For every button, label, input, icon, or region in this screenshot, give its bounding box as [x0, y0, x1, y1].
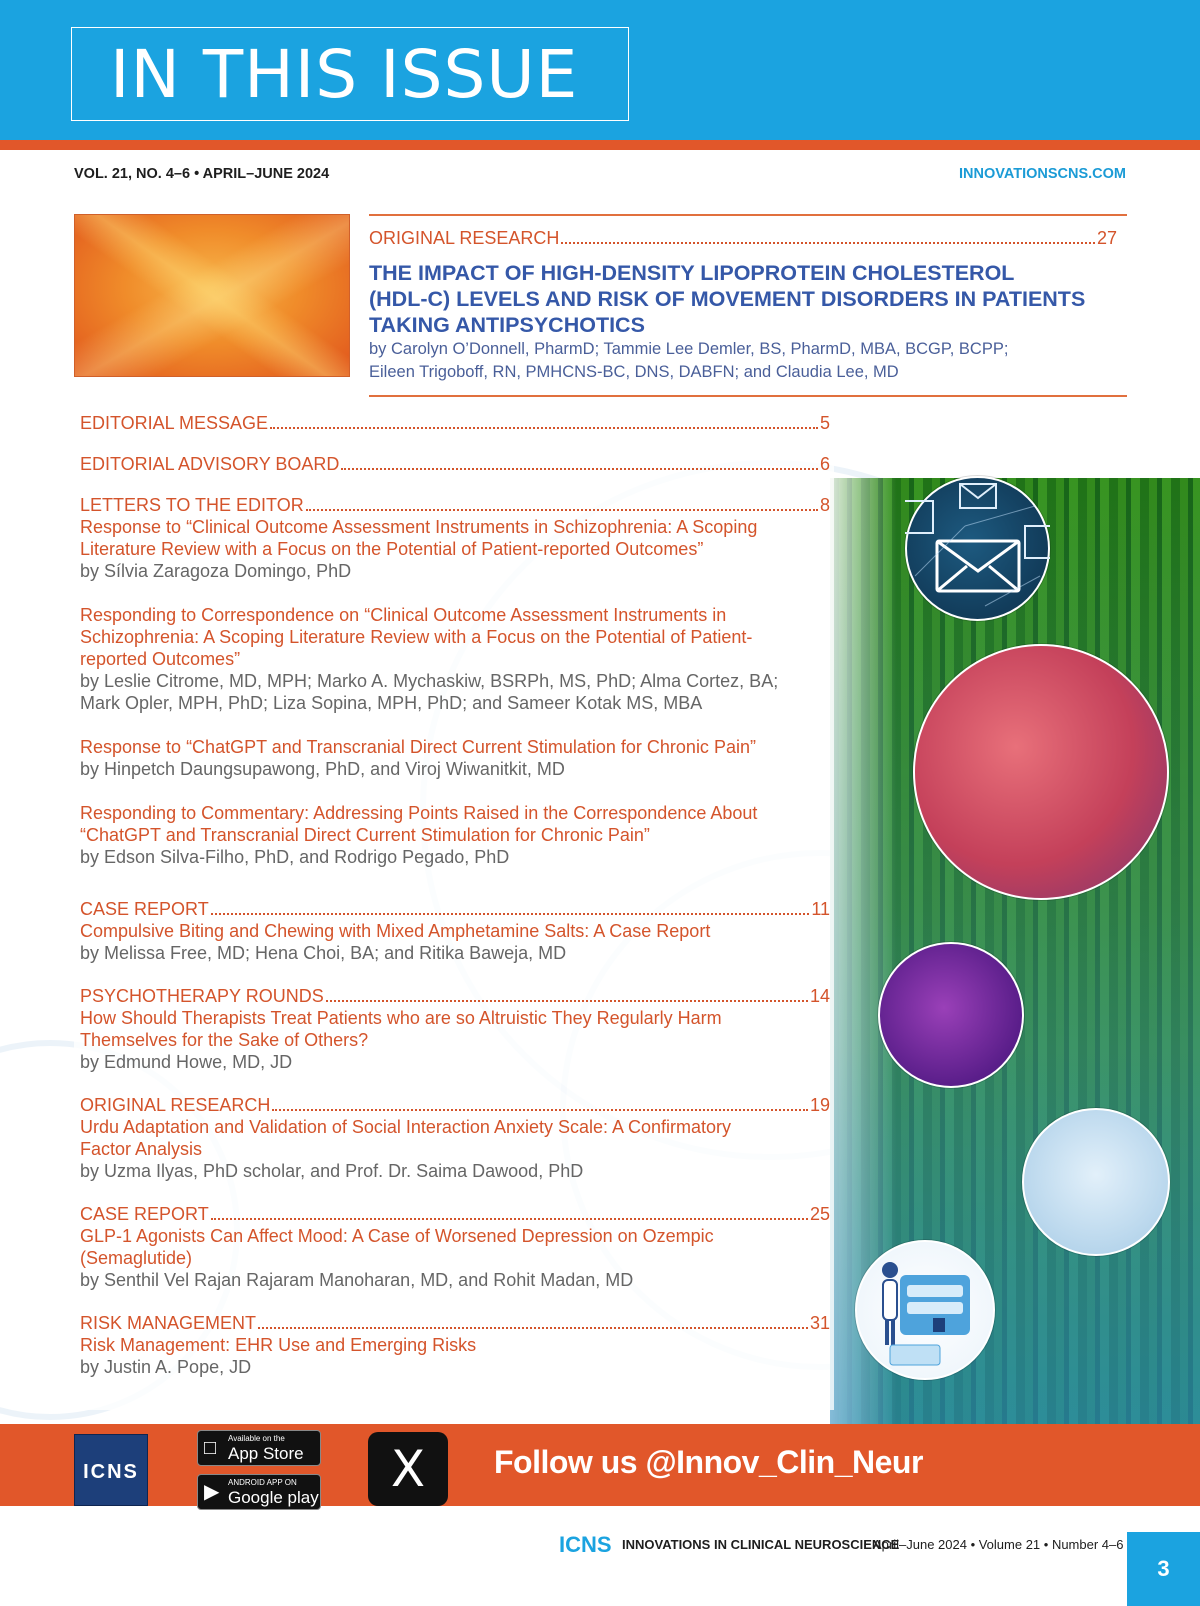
leader-dots [270, 427, 818, 429]
toc-section-label: ORIGINAL RESEARCH [80, 1095, 271, 1115]
icns-logo[interactable]: ICNS [74, 1434, 148, 1506]
article-title-line: How Should Therapists Treat Patients who are so Altruistic They Regularly Harm [80, 1008, 722, 1028]
article-authors: by Sílvia Zaragoza Domingo, PhD [80, 561, 352, 581]
article-title-line: “ChatGPT and Transcranial Direct Current Stimulation for Chronic Pain” [80, 825, 650, 845]
leader-dots [272, 1109, 808, 1111]
toc-entry[interactable] [80, 412, 830, 434]
article-title-line: Factor Analysis [80, 1139, 203, 1159]
article-title-line: Themselves for the Sake of Others? [80, 1030, 369, 1050]
toc-page-number: 8 [819, 495, 830, 515]
article-title[interactable] [80, 802, 830, 846]
featured-title-line: TAKING ANTIPSYCHOTICS [369, 313, 645, 337]
article-title-line: Responding to Commentary: Addressing Points Raised in the Correspondence About [80, 803, 758, 823]
medical-illustration-icon [855, 1240, 995, 1380]
article-title-line: (Semaglutide) [80, 1248, 193, 1268]
featured-image [74, 214, 350, 377]
toc-page-number: 31 [809, 1313, 830, 1333]
featured-author-line: by Carolyn O’Donnell, PharmD; Tammie Lee Demler, BS, PharmD, MBA, BCGP, BCPP; [369, 340, 1009, 358]
journal-name: INNOVATIONS IN CLINICAL NEUROSCIENCE [622, 1537, 900, 1552]
article-authors: by Uzma Ilyas, PhD scholar, and Prof. Dr. Saima Dawood, PhD [80, 1161, 584, 1181]
article-title[interactable]: Compulsive Biting and Chewing with Mixed Amphetamine Salts: A Case Report [80, 921, 711, 941]
article-authors: by Hinpetch Daungsupawong, PhD, and Viroj Wiwanitkit, MD [80, 759, 565, 779]
toc-entry-letters[interactable] [80, 494, 830, 868]
featured-bottom-rule [369, 395, 1127, 397]
toc-section-label: PSYCHOTHERAPY ROUNDS [80, 986, 324, 1006]
article-title-line: Schizophrenia: A Scoping Literature Review with a Focus on the Potential of Patient- [80, 627, 753, 647]
play-icon: ▶ [204, 1481, 220, 1503]
article-title[interactable]: Risk Management: EHR Use and Emerging Risks [80, 1335, 477, 1355]
envelope-icon [905, 476, 1050, 621]
article-author-line: by Leslie Citrome, MD, MPH; Marko A. Mychaskiw, BSRPh, MS, PhD; Alma Cortez, BA; [80, 671, 779, 691]
toc-page-number: 25 [809, 1204, 830, 1224]
article-title-line: Response to “Clinical Outcome Assessment Instruments in Schizophrenia: A Scoping [80, 517, 758, 537]
apple-icon: □ [204, 1437, 217, 1459]
toc-section-label: LETTERS TO THE EDITOR [80, 495, 304, 515]
header-orange-stripe [0, 140, 1200, 150]
article-title-line: Urdu Adaptation and Validation of Social Interaction Anxiety Scale: A Confirmatory [80, 1117, 732, 1137]
article-authors: by Justin A. Pope, JD [80, 1357, 252, 1377]
article-authors: by Melissa Free, MD; Hena Choi, BA; and Ritika Baweja, MD [80, 943, 567, 963]
purple-circle [878, 942, 1024, 1088]
leader-dots [211, 913, 810, 915]
article-title-line: Literature Review with a Focus on the Potential of Patient-reported Outcomes” [80, 539, 704, 559]
featured-title-line: (HDL-C) LEVELS AND RISK OF MOVEMENT DISORDERS IN PATIENTS [369, 287, 1086, 311]
leader-dots [561, 242, 1095, 244]
toc-entry[interactable] [80, 453, 830, 475]
footer-logo: ICNS [559, 1532, 612, 1557]
article-title[interactable] [80, 1007, 830, 1051]
leader-dots [211, 1218, 808, 1220]
toc-section-label: CASE REPORT [80, 1204, 209, 1224]
toc-page-number: 11 [811, 899, 830, 919]
app-store-small-text: Available on the [228, 1434, 285, 1443]
article-authors [80, 670, 830, 714]
featured-section-label: ORIGINAL RESEARCH [369, 228, 560, 248]
toc-page-number: 14 [809, 986, 830, 1006]
featured-title[interactable] [369, 260, 1129, 338]
featured-author-line: Eileen Trigoboff, RN, PMHCNS-BC, DNS, DABFN; and Claudia Lee, MD [369, 363, 899, 381]
article-authors: by Edson Silva-Filho, PhD, and Rodrigo Pegado, PhD [80, 847, 510, 867]
toc-section-label: EDITORIAL ADVISORY BOARD [80, 454, 340, 474]
article-title[interactable] [80, 1225, 830, 1269]
article-title[interactable] [80, 1116, 830, 1160]
toc-section-label: RISK MANAGEMENT [80, 1313, 257, 1333]
article-title-line: Responding to Correspondence on “Clinical Outcome Assessment Instruments in [80, 605, 727, 625]
toc-page-number: 19 [809, 1095, 830, 1115]
toc-page-number: 6 [819, 454, 830, 474]
toc-entry[interactable] [80, 1203, 830, 1291]
featured-top-rule [369, 214, 1127, 216]
nebula-circle [913, 644, 1169, 900]
article-author-line: Mark Opler, MPH, PhD; Liza Sopina, MPH, PhD; and Sameer Kotak MS, MBA [80, 693, 703, 713]
issue-info: VOL. 21, NO. 4–6 • APRIL–JUNE 2024 [74, 166, 330, 182]
app-store-label: App Store [228, 1444, 304, 1463]
article-title[interactable] [80, 516, 830, 560]
article-title-line: reported Outcomes” [80, 649, 241, 669]
x-logo-icon[interactable]: X [368, 1432, 448, 1506]
toc-entry[interactable] [80, 898, 830, 964]
featured-section-row[interactable] [369, 228, 1117, 249]
featured-title-line: THE IMPACT OF HIGH-DENSITY LIPOPROTEIN CHOLESTEROL [369, 261, 1015, 285]
toc-section-label: EDITORIAL MESSAGE [80, 413, 269, 433]
app-store-button[interactable] [197, 1430, 321, 1466]
toc-entry[interactable] [80, 1094, 830, 1182]
featured-authors [369, 338, 1129, 384]
page-number: 3 [1127, 1532, 1200, 1606]
google-play-label: Google play [228, 1488, 319, 1507]
google-play-button[interactable] [197, 1474, 321, 1510]
footer-issue: April–June 2024 • Volume 21 • Number 4–6 [873, 1537, 1124, 1552]
leader-dots [326, 1000, 808, 1002]
article-title[interactable]: Response to “ChatGPT and Transcranial Direct Current Stimulation for Chronic Pain” [80, 737, 756, 757]
cloud-circle [1022, 1108, 1170, 1256]
toc-page-number: 5 [819, 413, 830, 433]
leader-dots [306, 509, 818, 511]
page-title: IN THIS ISSUE [71, 27, 629, 121]
toc-entry[interactable] [80, 985, 830, 1073]
toc-entry[interactable] [80, 1312, 830, 1378]
google-play-small-text: ANDROID APP ON [228, 1478, 297, 1487]
leader-dots [341, 468, 818, 470]
follow-us-text[interactable]: Follow us @Innov_Clin_Neur [494, 1444, 923, 1480]
article-title[interactable] [80, 604, 830, 670]
featured-page-number: 27 [1096, 228, 1117, 248]
toc-section-label: CASE REPORT [80, 899, 209, 919]
leader-dots [258, 1327, 808, 1329]
article-authors: by Senthil Vel Rajan Rajaram Manoharan, MD, and Rohit Madan, MD [80, 1270, 634, 1290]
article-title-line: GLP-1 Agonists Can Affect Mood: A Case of Worsened Depression on Ozempic [80, 1226, 714, 1246]
article-authors: by Edmund Howe, MD, JD [80, 1052, 293, 1072]
website-link[interactable]: INNOVATIONSCNS.COM [958, 166, 1126, 182]
